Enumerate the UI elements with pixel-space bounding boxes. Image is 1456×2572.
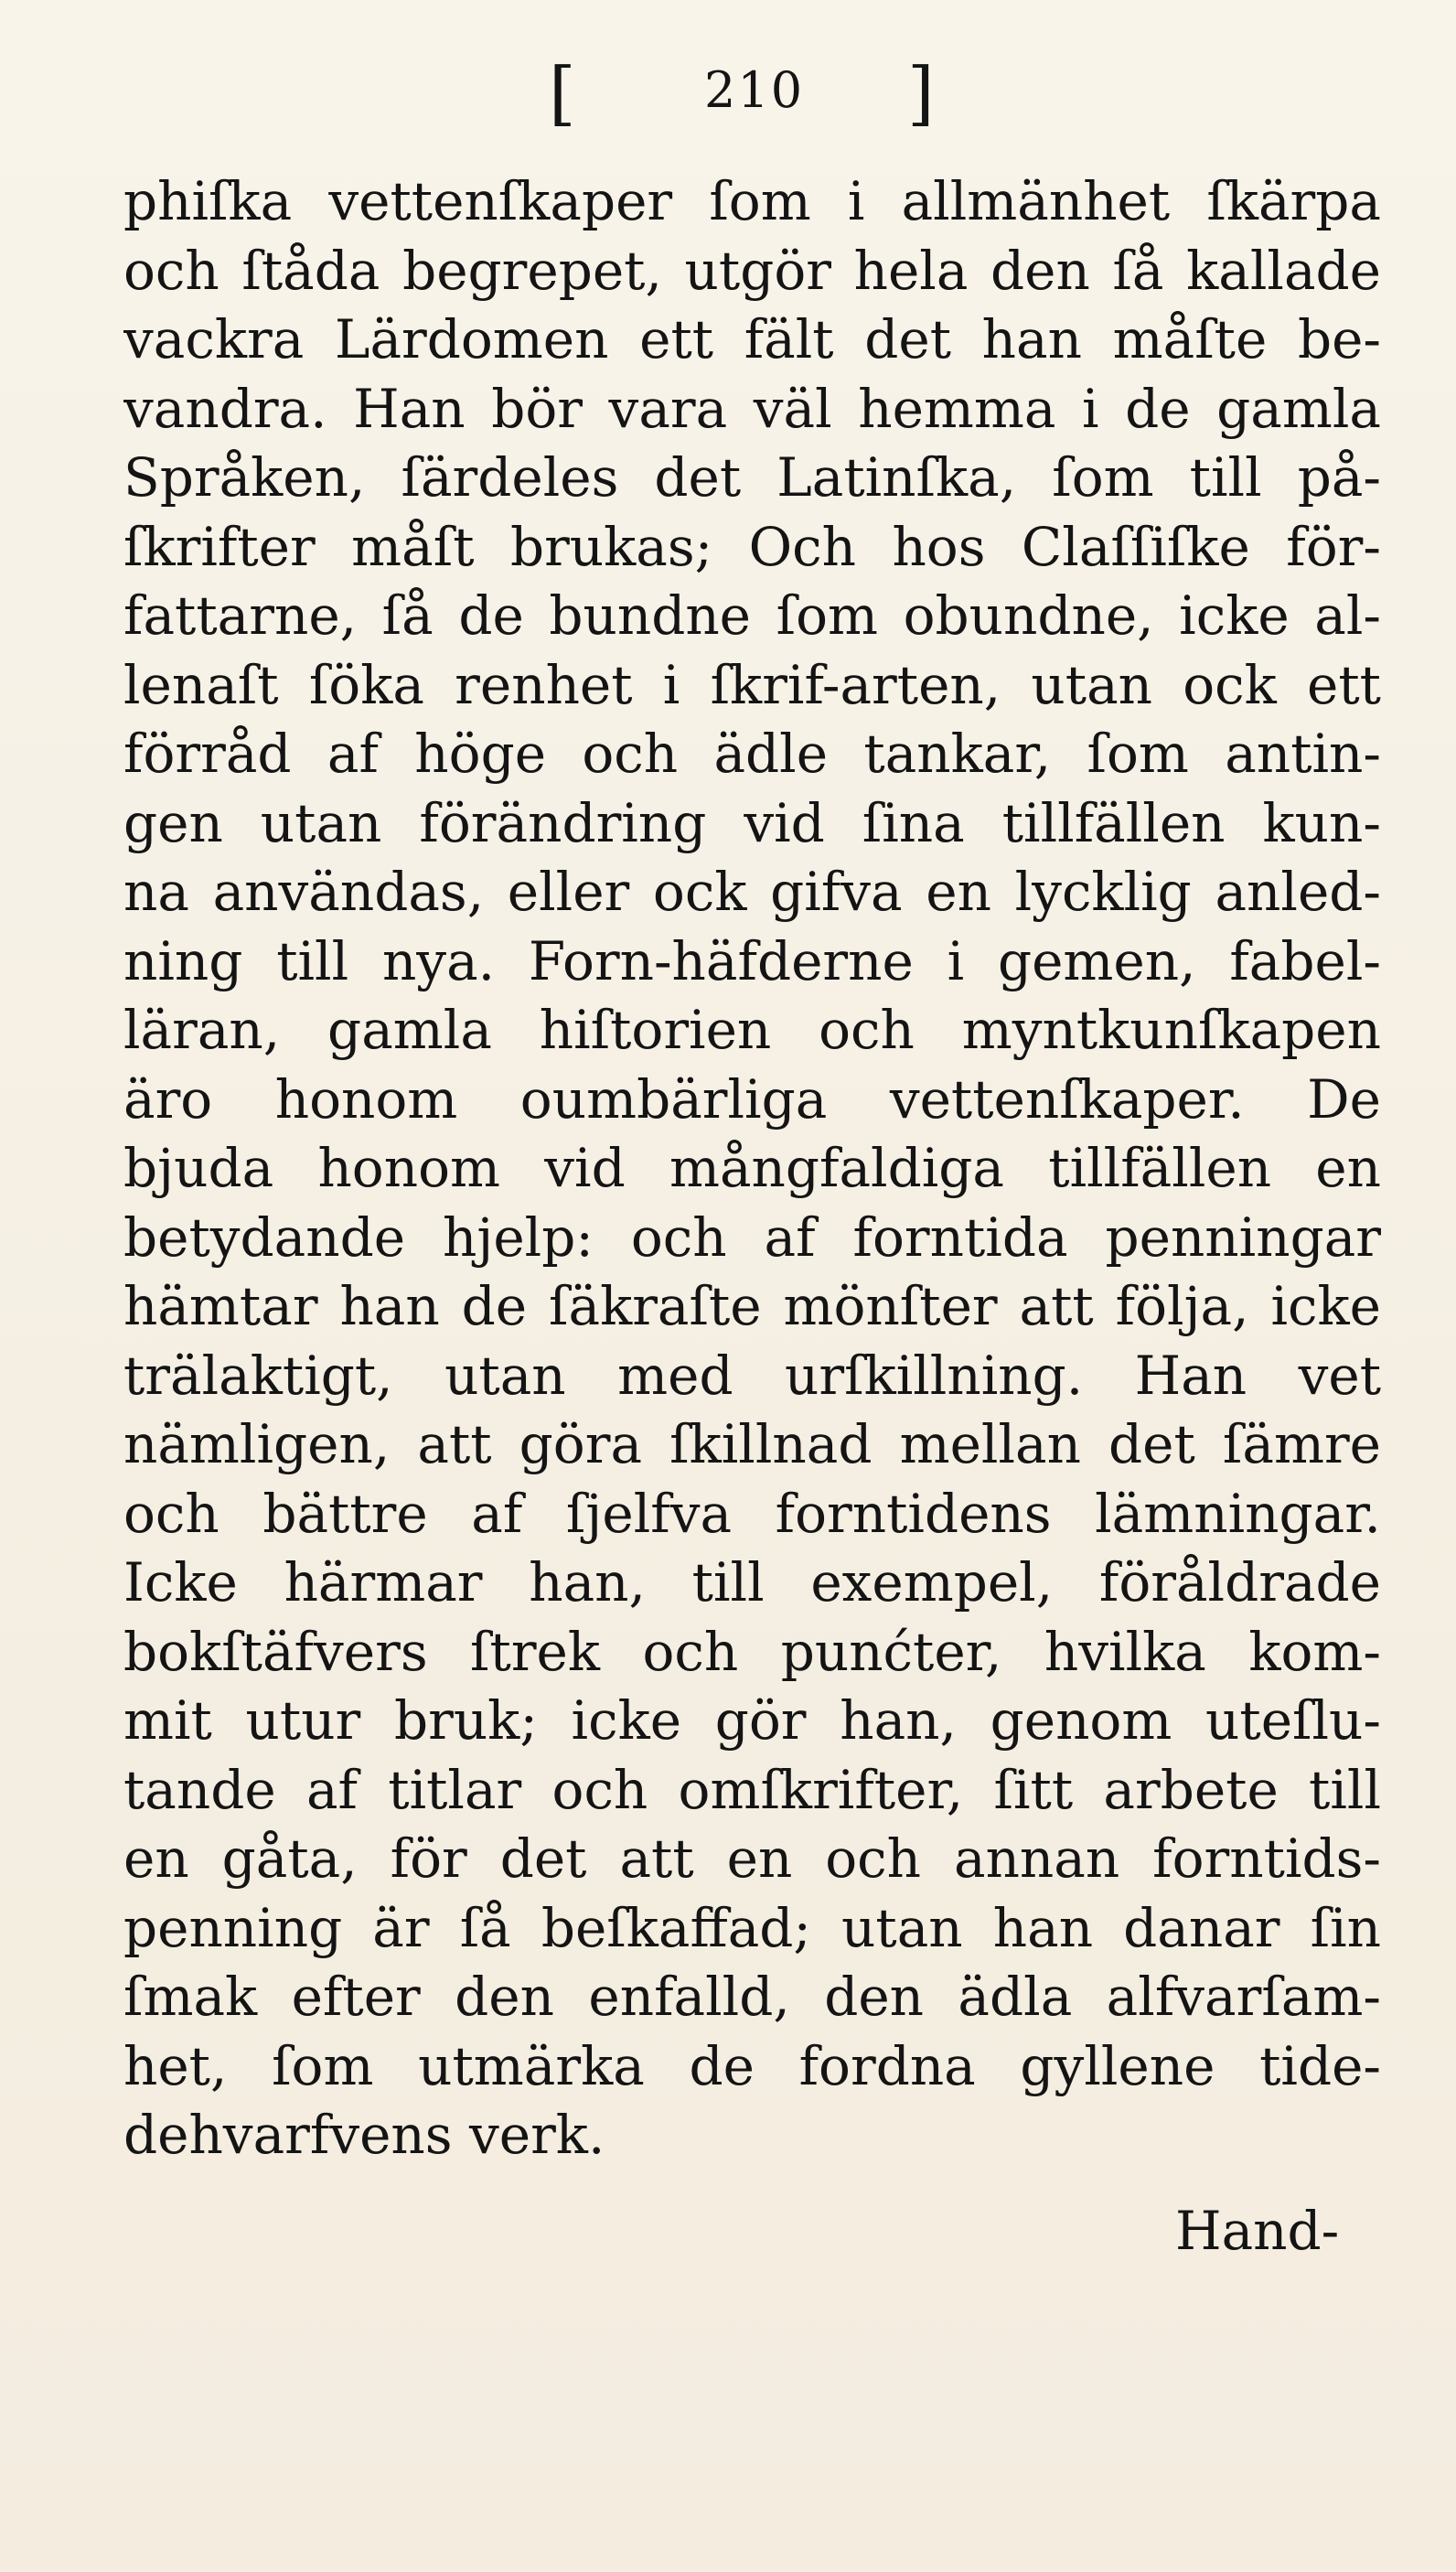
text-line: fattarne, ſå de bundne ſom obundne, icke al- — [123, 584, 1381, 647]
text-line: bokſtäfvers ſtrek och punćter, hvilka kom- — [123, 1620, 1381, 1683]
catchword: Hand- — [1175, 2200, 1340, 2262]
text-line: och ſtåda begrepet, utgör hela den ſå kallade — [123, 239, 1381, 302]
text-line: ning till nya. Forn-häfderne i gemen, fabel- — [123, 929, 1381, 992]
page-number: 210 — [704, 61, 805, 119]
body-text — [123, 167, 1381, 2170]
text-line: nämligen, att göra ſkillnad mellan det ſämre — [123, 1413, 1381, 1475]
text-line: ſkrifter måſt brukas; Och hos Claſſiſke för- — [123, 515, 1381, 578]
text-line: lenaſt ſöka renhet i ſkrif-arten, utan ock ett — [123, 653, 1381, 716]
text-line: Språken, ſärdeles det Latinſka, ſom till på- — [123, 446, 1381, 509]
text-line: gen utan förändring vid ſina tillfällen kun- — [123, 791, 1381, 854]
text-line: äro honom oumbärliga vettenſkaper. De — [123, 1067, 1381, 1131]
page-header — [549, 52, 960, 150]
text-line: läran, gamla hiſtorien och myntkunſkapen — [123, 999, 1381, 1061]
text-line: het, ſom utmärka de fordna gyllene tide- — [123, 2034, 1381, 2097]
text-line: förråd af höge och ädle tankar, ſom antin- — [123, 723, 1381, 785]
text-line: tande af titlar och omſkrifter, ſitt arbete till — [123, 1758, 1381, 1821]
text-line: ſmak efter den enfalld, den ädla alfvarſam- — [123, 1966, 1381, 2028]
bracket-right: ] — [907, 52, 935, 134]
text-line: bjuda honom vid mångfaldiga tillfällen en — [123, 1137, 1381, 1199]
text-line: phiſka vettenſkaper ſom i allmänhet ſkärpa — [123, 170, 1381, 232]
text-line: na användas, eller ock gifva en lycklig anled- — [123, 861, 1381, 923]
text-line: och bättre af ſjelfva forntidens lämningar. — [123, 1482, 1381, 1545]
text-line: vackra Lärdomen ett fält det han måſte be- — [123, 308, 1381, 370]
text-line: Icke härmar han, till exempel, föråldrade — [123, 1551, 1381, 1613]
text-line: penning är ſå beſkaffad; utan han danar ſin — [123, 1896, 1381, 1959]
text-line: en gåta, för det att en och annan forntids- — [123, 1827, 1381, 1890]
text-line: hämtar han de ſäkraſte mönſter att följa, icke — [123, 1275, 1381, 1337]
text-line: trälaktigt, utan med urſkillning. Han vet — [123, 1344, 1381, 1407]
bracket-left: [ — [549, 52, 576, 134]
text-line: mit utur bruk; icke gör han, genom uteſlu- — [123, 1689, 1381, 1752]
text-line: betydande hjelp: och af forntida penningar — [123, 1206, 1381, 1269]
text-line: vandra. Han bör vara väl hemma i de gamla — [123, 377, 1381, 440]
text-line: dehvarfvens verk. — [123, 2104, 605, 2166]
